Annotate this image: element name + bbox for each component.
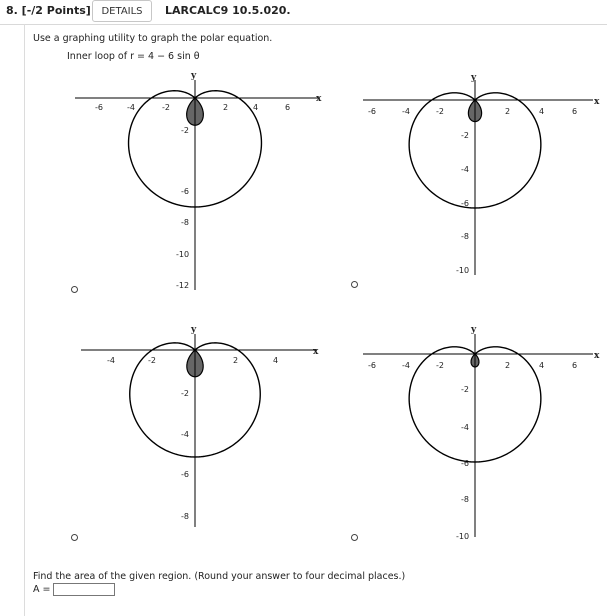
x-tick-label: -4: [402, 107, 410, 116]
y-tick-label: -8: [461, 495, 469, 504]
x-tick-label: 6: [285, 103, 291, 112]
y-tick-label: -4: [181, 430, 189, 439]
y-tick-label: -2: [461, 385, 469, 394]
x-tick-label: -4: [402, 361, 410, 370]
y-tick-label: -2: [181, 389, 189, 398]
y-tick-label: -6: [461, 199, 469, 208]
answer-label: A =: [33, 584, 51, 595]
y-axis-label: y: [471, 325, 477, 335]
x-tick-label: 2: [505, 361, 511, 370]
y-axis-label: y: [191, 71, 197, 81]
y-tick-label: -10: [176, 250, 190, 259]
x-tick-label: -2: [436, 361, 444, 370]
x-axis-label: x: [594, 97, 600, 107]
x-axis-label: x: [316, 94, 322, 104]
y-tick-label: -4: [461, 165, 469, 174]
x-tick-label: -2: [162, 103, 170, 112]
y-tick-label: -2: [181, 126, 189, 135]
x-tick-label: 2: [223, 103, 229, 112]
radio-option-a[interactable]: [71, 286, 78, 293]
y-tick-label: -8: [181, 218, 189, 227]
instructions: Use a graphing utility to graph the polar equation.: [33, 33, 273, 44]
x-tick-label: 6: [572, 361, 578, 370]
y-tick-label: -8: [461, 232, 469, 241]
x-tick-label: -2: [436, 107, 444, 116]
radio-option-d[interactable]: [351, 534, 358, 541]
x-tick-label: -6: [368, 361, 376, 370]
y-axis-label: y: [471, 73, 477, 83]
x-axis-label: x: [313, 347, 319, 357]
x-tick-label: -4: [127, 103, 135, 112]
x-tick-label: 2: [505, 107, 511, 116]
x-tick-label: 2: [233, 356, 239, 365]
x-tick-label: -6: [368, 107, 376, 116]
details-button[interactable]: DETAILS: [92, 0, 152, 22]
y-tick-label: -12: [176, 281, 190, 290]
x-tick-label: -2: [148, 356, 156, 365]
x-tick-label: -6: [95, 103, 103, 112]
y-tick-label: -10: [456, 532, 470, 541]
answer-input[interactable]: [53, 583, 115, 596]
left-border: [24, 24, 25, 616]
graph-option-b: [355, 70, 607, 290]
area-question: Find the area of the given region. (Round your answer to four decimal places.): [33, 571, 406, 582]
equation-subtitle: Inner loop of r = 4 − 6 sin θ: [67, 51, 200, 62]
x-tick-label: 4: [539, 107, 545, 116]
x-tick-label: 4: [539, 361, 545, 370]
x-tick-label: 6: [572, 107, 578, 116]
x-tick-label: 4: [273, 356, 279, 365]
y-tick-label: -6: [461, 459, 469, 468]
y-tick-label: -6: [181, 470, 189, 479]
graph-option-c: [75, 322, 345, 542]
problem-code: LARCALC9 10.5.020.: [165, 4, 291, 17]
y-tick-label: -8: [181, 512, 189, 521]
graph-option-d: [355, 322, 607, 542]
x-tick-label: 4: [253, 103, 259, 112]
y-axis-label: y: [191, 325, 197, 335]
y-tick-label: -2: [461, 131, 469, 140]
question-header: [0, 0, 607, 25]
radio-option-c[interactable]: [71, 534, 78, 541]
graph-option-a: [75, 70, 345, 290]
radio-option-b[interactable]: [351, 281, 358, 288]
y-tick-label: -10: [456, 266, 470, 275]
x-axis-label: x: [594, 351, 600, 361]
y-tick-label: -4: [461, 423, 469, 432]
y-tick-label: -6: [181, 187, 189, 196]
x-tick-label: -4: [107, 356, 115, 365]
question-number: 8. [-/2 Points]: [6, 4, 91, 17]
